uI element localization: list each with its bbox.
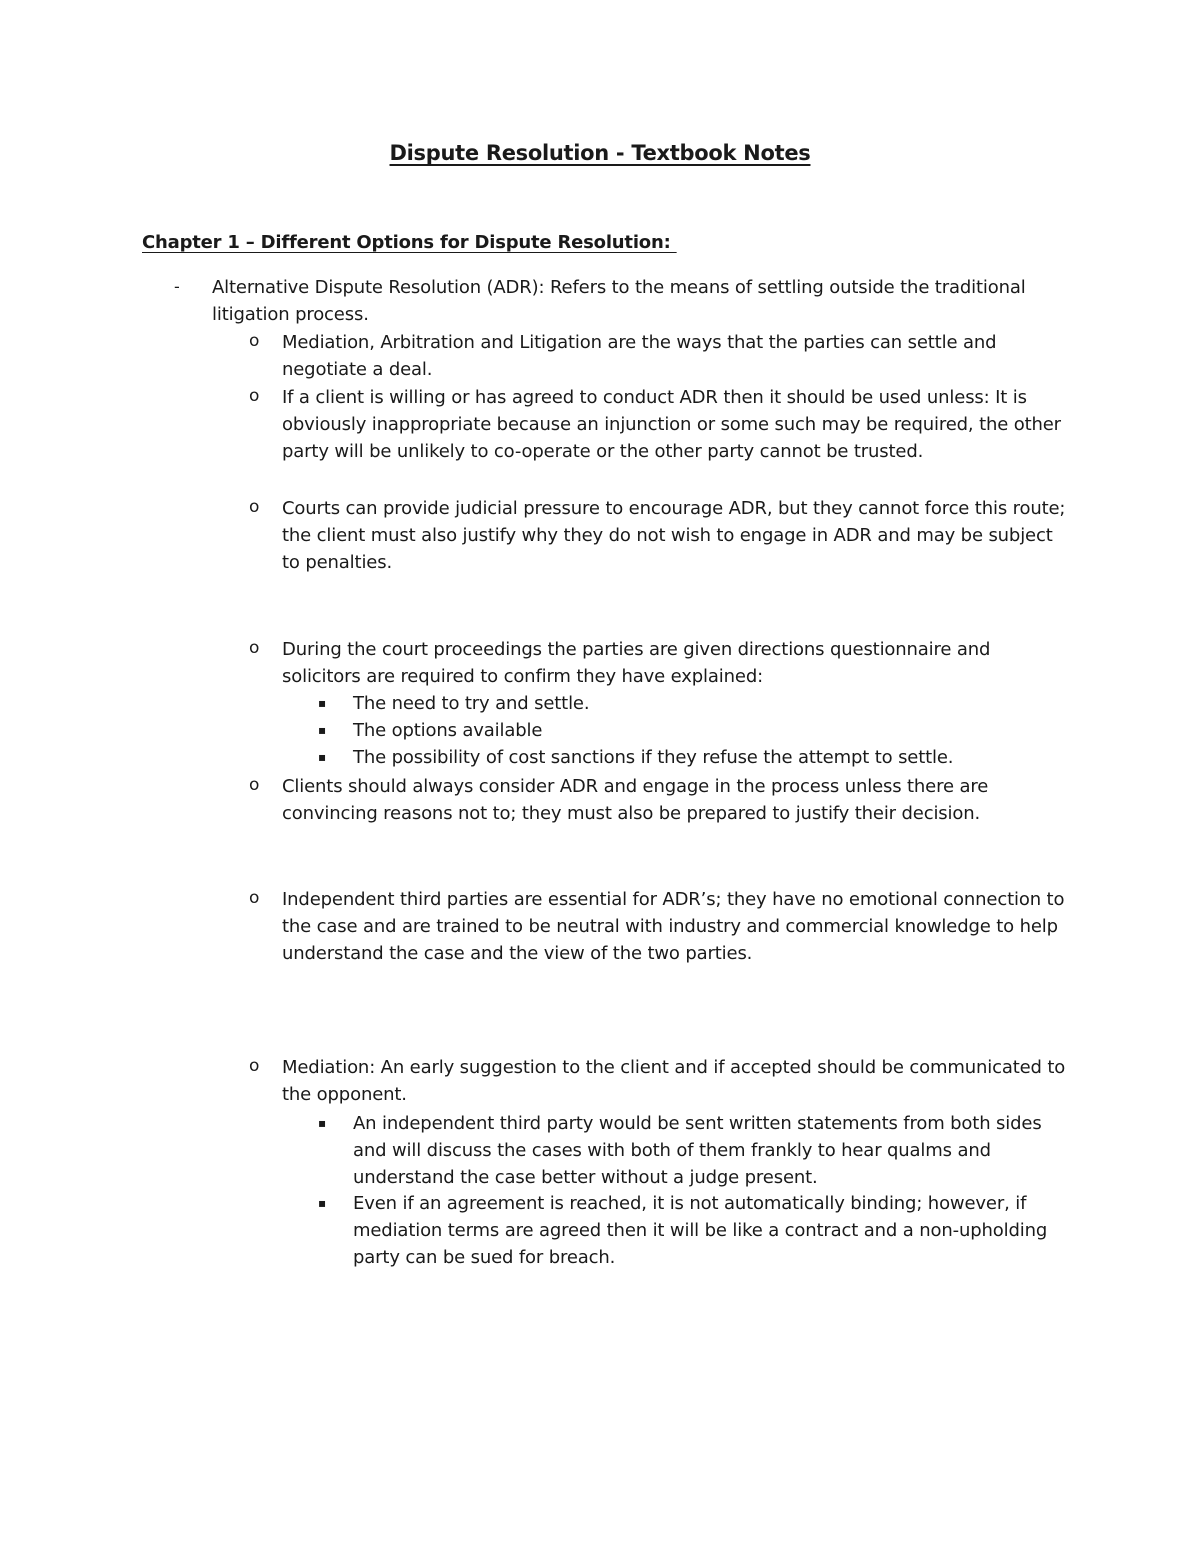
list-item: Mediation: An early suggestion to the client and if accepted should be communicated to the opponent. [282, 1057, 1066, 1105]
circle-bullet: o [249, 775, 260, 795]
square-bullet: ▪ [318, 1116, 327, 1130]
square-bullet: ▪ [318, 750, 327, 764]
list-item: Independent third parties are essential for ADR’s; they have no emotional connection to the case and are trained to be neutral with industry and commercial knowledge to help understand the case and the view of the two parties. [282, 889, 1065, 964]
list-item: Courts can provide judicial pressure to encourage ADR, but they cannot force this route; the client must also justify why they do not wish to engage in ADR and may be subject to penalties. [282, 498, 1066, 573]
square-bullet: ▪ [318, 723, 327, 737]
list-item: Mediation, Arbitration and Litigation are the ways that the parties can settle and negotiate a deal. [282, 332, 997, 380]
chapter-heading: Chapter 1 – Different Options for Dispute Resolution: [142, 232, 677, 253]
circle-bullet: o [249, 386, 260, 406]
circle-bullet: o [249, 638, 260, 658]
circle-bullet: o [249, 497, 260, 517]
circle-bullet: o [249, 1056, 260, 1076]
square-bullet: ▪ [318, 1196, 327, 1210]
document-title: Dispute Resolution - Textbook Notes [389, 141, 811, 165]
list-item: Clients should always consider ADR and engage in the process unless there are convincing reasons not to; they must also be prepared to justify their decision. [282, 776, 989, 824]
dash-bullet: - [174, 277, 180, 296]
list-item: The options available [353, 720, 543, 741]
list-item: Even if an agreement is reached, it is not automatically binding; however, if mediation terms are agreed then it will be like a contract and a non-upholding party can be sued for breach. [353, 1193, 1048, 1268]
square-bullet: ▪ [318, 696, 327, 710]
list-item: If a client is willing or has agreed to conduct ADR then it should be used unless: It is obviously inappropriate because an injunction or some such may be required, the other party will be unlikely to co-operate or the other party cannot be trusted. [282, 387, 1061, 462]
list-item: During the court proceedings the parties are given directions questionnaire and solicitors are required to confirm they have explained: [282, 639, 991, 687]
list-item: The need to try and settle. [353, 693, 590, 714]
list-item: An independent third party would be sent written statements from both sides and will discuss the cases with both of them frankly to hear qualms and understand the case better without a judge present. [353, 1113, 1042, 1188]
circle-bullet: o [249, 331, 260, 351]
circle-bullet: o [249, 888, 260, 908]
list-item: Alternative Dispute Resolution (ADR): Refers to the means of settling outside the traditional litigation process. [212, 277, 1026, 325]
list-item: The possibility of cost sanctions if they refuse the attempt to settle. [353, 747, 954, 768]
